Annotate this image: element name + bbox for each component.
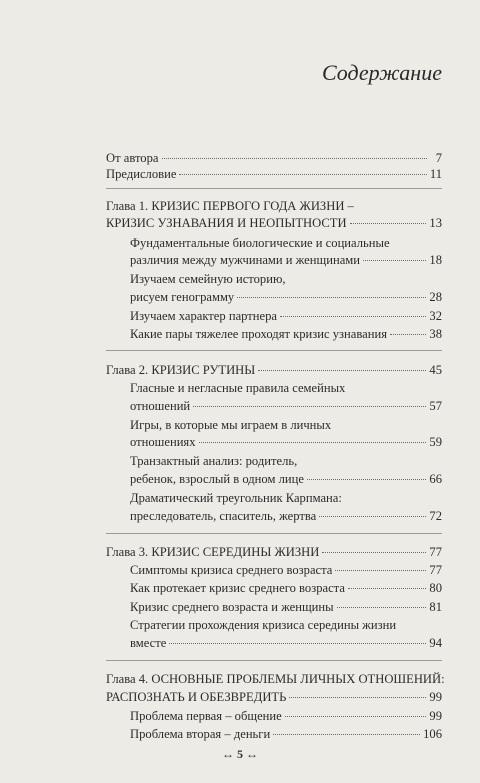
- toc-entry-page: 11: [429, 167, 442, 181]
- page-title: Содержание: [321, 60, 442, 85]
- toc-entry-text: КРИЗИС УЗНАВАНИЯ И НЕОПЫТНОСТИ: [106, 216, 347, 230]
- toc-entry: [130, 599, 442, 615]
- toc-entry-page: 72: [429, 509, 442, 523]
- toc-entry-page: 32: [429, 309, 442, 323]
- toc-entry-page: 13: [429, 216, 442, 230]
- toc-entry: [130, 235, 442, 251]
- toc-entry-text: различия между мужчинами и женщинами: [130, 253, 360, 267]
- toc-entry: [130, 326, 442, 342]
- toc-entry-text: Гласные и негласные правила семейных: [130, 381, 346, 395]
- toc-entry: [106, 150, 442, 166]
- toc-entry: [106, 166, 442, 182]
- toc-entry: [130, 490, 442, 506]
- toc-entry-text: отношений: [130, 399, 191, 413]
- toc-entry-text: Изучаем семейную историю,: [130, 272, 286, 286]
- toc-entry-text: Игры, в которые мы играем в личных: [130, 418, 332, 432]
- toc-entry-page: 106: [423, 727, 442, 741]
- toc-entry-text: Глава 1. КРИЗИС ПЕРВОГО ГОДА ЖИЗНИ –: [106, 199, 354, 213]
- toc-entry-page: 38: [429, 327, 442, 341]
- toc-entry: [130, 708, 442, 724]
- toc-entry: [130, 617, 442, 633]
- chapter-heading: [106, 215, 442, 231]
- chapter-heading: [106, 362, 442, 378]
- toc-entry: [130, 252, 442, 268]
- toc-entry-page: 80: [429, 581, 442, 595]
- chapter-heading: [106, 544, 442, 560]
- toc-entry-page: 81: [429, 600, 442, 614]
- toc-entry: [130, 453, 442, 469]
- toc-entry: [130, 398, 442, 414]
- toc-entry-text: Драматический треугольник Карпмана:: [130, 491, 342, 505]
- toc-entry: [130, 271, 442, 287]
- toc-entry-page: 99: [429, 690, 442, 704]
- toc-entry: [130, 726, 442, 742]
- toc-entry: [130, 508, 442, 524]
- toc-entry-text: Стратегии прохождения кризиса середины жизни: [130, 618, 397, 632]
- toc-entry-page: 77: [429, 545, 442, 559]
- toc-entry-text: РАСПОЗНАТЬ И ОБЕЗВРЕДИТЬ: [106, 690, 287, 704]
- toc-entry-page: 18: [429, 253, 442, 267]
- toc-entry: [130, 434, 442, 450]
- toc-entry-text: Транзактный анализ: родитель,: [130, 454, 298, 468]
- toc-entry: [130, 308, 442, 324]
- toc-entry-text: Кризис среднего возраста и женщины: [130, 600, 334, 614]
- toc-entry-text: ребенок, взрослый в одном лице: [130, 472, 304, 486]
- toc-entry-text: Фундаментальные биологические и социальные: [130, 236, 390, 250]
- section-divider: [106, 533, 442, 534]
- toc-entry-text: Изучаем характер партнера: [130, 309, 278, 323]
- section-divider: [106, 350, 442, 351]
- toc-entry: [130, 580, 442, 596]
- toc-entry-text: Глава 2. КРИЗИС РУТИНЫ: [106, 363, 256, 377]
- toc-entry-text: Глава 4. ОСНОВНЫЕ ПРОБЛЕМЫ ЛИЧНЫХ ОТНОШЕНИЙ:: [106, 672, 445, 686]
- toc-entry-text: отношениях: [130, 435, 196, 449]
- toc-entry: [130, 471, 442, 487]
- toc-entry-text: Предисловие: [106, 167, 177, 181]
- toc-entry-page: 94: [429, 636, 442, 650]
- toc-entry-text: рисуем генограмму: [130, 290, 235, 304]
- toc-entry-page: 7: [435, 151, 442, 165]
- toc-entry-text: Проблема вторая – деньги: [130, 727, 271, 741]
- toc-entry-text: Симптомы кризиса среднего возраста: [130, 563, 333, 577]
- section-divider: [106, 188, 442, 189]
- toc-entry-page: 45: [429, 363, 442, 377]
- toc-entry-page: 77: [429, 563, 442, 577]
- toc-entry-text: Глава 3. КРИЗИС СЕРЕДИНЫ ЖИЗНИ: [106, 545, 320, 559]
- toc-entry-page: 99: [429, 709, 442, 723]
- toc-entry: [130, 635, 442, 651]
- toc-entry: [130, 289, 442, 305]
- chapter-heading: [106, 689, 442, 705]
- toc-entry: [130, 417, 442, 433]
- page-number: ↔ 5 ↔: [222, 747, 258, 761]
- toc-entry-text: преследователь, спаситель, жертва: [130, 509, 317, 523]
- toc-entry-text: От автора: [106, 151, 159, 165]
- toc-entry-page: 57: [429, 399, 442, 413]
- toc-entry: [130, 380, 442, 396]
- section-divider: [106, 660, 442, 661]
- toc-entry-text: Проблема первая – общение: [130, 709, 282, 723]
- toc-entry-text: Как протекает кризис среднего возраста: [130, 581, 345, 595]
- toc-entry-page: 59: [429, 435, 442, 449]
- toc-entry-page: 28: [429, 290, 442, 304]
- toc-entry-text: вместе: [130, 636, 167, 650]
- toc-entry-text: Какие пары тяжелее проходят кризис узнавания: [130, 327, 387, 341]
- toc-entry: [130, 562, 442, 578]
- chapter-heading: [106, 198, 442, 214]
- chapter-heading: [106, 671, 445, 687]
- toc-entry-page: 66: [429, 472, 442, 486]
